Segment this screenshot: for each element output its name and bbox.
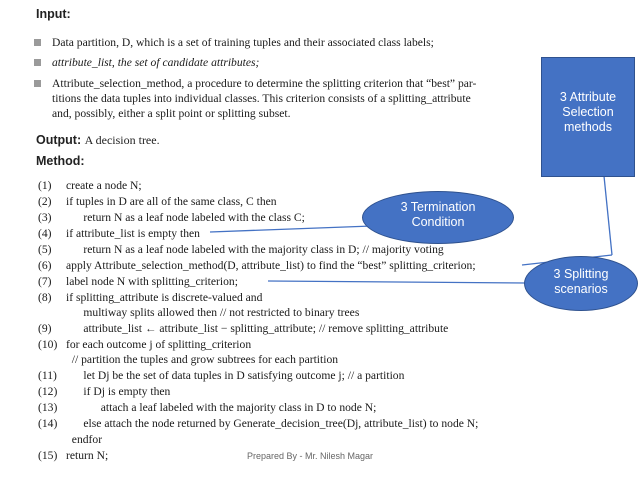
line-text: return N; bbox=[66, 449, 109, 462]
line-number: (8) bbox=[38, 291, 52, 304]
arrow-splitting bbox=[268, 281, 526, 283]
line-text: if splitting_attribute is discrete-valued and bbox=[66, 291, 263, 304]
callout-termination bbox=[362, 191, 514, 244]
callout-text: 3 Splitting bbox=[553, 267, 609, 281]
callout-text: 3 Termination bbox=[400, 200, 476, 214]
line-number: (14) bbox=[38, 417, 58, 430]
line-text: return N as a leaf node labeled with the majority class in D; // majority voting bbox=[66, 243, 444, 256]
bullet-text: and, possibly, either a split point or splitting subset. bbox=[52, 107, 291, 120]
line-number: (2) bbox=[38, 195, 52, 208]
line-number: (13) bbox=[38, 401, 58, 414]
line-number: (6) bbox=[38, 259, 52, 272]
line-number: (9) bbox=[38, 322, 52, 335]
line-text: if tuples in D are all of the same class, C then bbox=[66, 195, 277, 208]
arrow-termination bbox=[210, 226, 372, 232]
method-heading: Method: bbox=[36, 154, 85, 168]
output-label: Output: bbox=[36, 133, 82, 147]
bullet-text: Attribute_selection_method, a procedure to determine the splitting criterion that “best” par- bbox=[52, 77, 477, 90]
line-text: label node N with splitting_criterion; bbox=[66, 275, 238, 288]
line-number: (1) bbox=[38, 179, 52, 192]
footer-credit: Prepared By - Mr. Nilesh Magar bbox=[247, 451, 374, 461]
callout-text: Condition bbox=[411, 215, 465, 229]
line-text: create a node N; bbox=[66, 179, 142, 192]
bullet-text: Data partition, D, which is a set of training tuples and their associated class labels; bbox=[52, 36, 434, 49]
line-text: for each outcome j of splitting_criterion bbox=[66, 338, 252, 351]
bullet-text: attribute_list, the set of candidate attributes; bbox=[52, 56, 260, 69]
line-text: let Dj be the set of data tuples in D satisfying outcome j; // a partition bbox=[66, 369, 405, 382]
line-number: (5) bbox=[38, 243, 52, 256]
line-text: attach a leaf labeled with the majority class in D to node N; bbox=[66, 401, 377, 414]
callout-text: scenarios bbox=[554, 282, 608, 296]
callout-text: Selection bbox=[562, 105, 614, 119]
arrow-attribute-selection bbox=[604, 176, 612, 255]
line-number: (10) bbox=[38, 338, 58, 351]
line-text: return N as a leaf node labeled with the class C; bbox=[66, 211, 305, 224]
line-number: (3) bbox=[38, 211, 52, 224]
output-text: A decision tree. bbox=[84, 133, 160, 147]
line-text: if Dj is empty then bbox=[66, 385, 171, 398]
line-text: endfor bbox=[66, 433, 103, 446]
line-number: (7) bbox=[38, 275, 52, 288]
line-text: if attribute_list is empty then bbox=[66, 227, 200, 240]
line-number: (4) bbox=[38, 227, 52, 240]
line-text: multiway splits allowed then // not restricted to binary trees bbox=[66, 306, 360, 319]
bullet-text: titions the data tuples into individual classes. This criterion consists of a splitting_attribute bbox=[52, 92, 471, 105]
line-number: (12) bbox=[38, 385, 58, 398]
callout-text: 3 Attribute bbox=[559, 90, 617, 104]
input-heading: Input: bbox=[36, 7, 71, 21]
line-text: // partition the tuples and grow subtrees for each partition bbox=[66, 353, 339, 366]
callout-text: methods bbox=[564, 120, 612, 134]
line-text: attribute_list ← attribute_list − splitting_attribute; // remove splitting_attribute bbox=[66, 322, 449, 335]
callout-splitting bbox=[524, 256, 638, 311]
line-text: apply Attribute_selection_method(D, attribute_list) to find the “best” splitting_criterion; bbox=[66, 259, 476, 272]
line-number: (11) bbox=[38, 369, 57, 382]
line-text: else attach the node returned by Generate_decision_tree(Dj, attribute_list) to node N; bbox=[66, 417, 479, 430]
line-number: (15) bbox=[38, 449, 58, 462]
callout-attribute-selection bbox=[541, 57, 635, 177]
